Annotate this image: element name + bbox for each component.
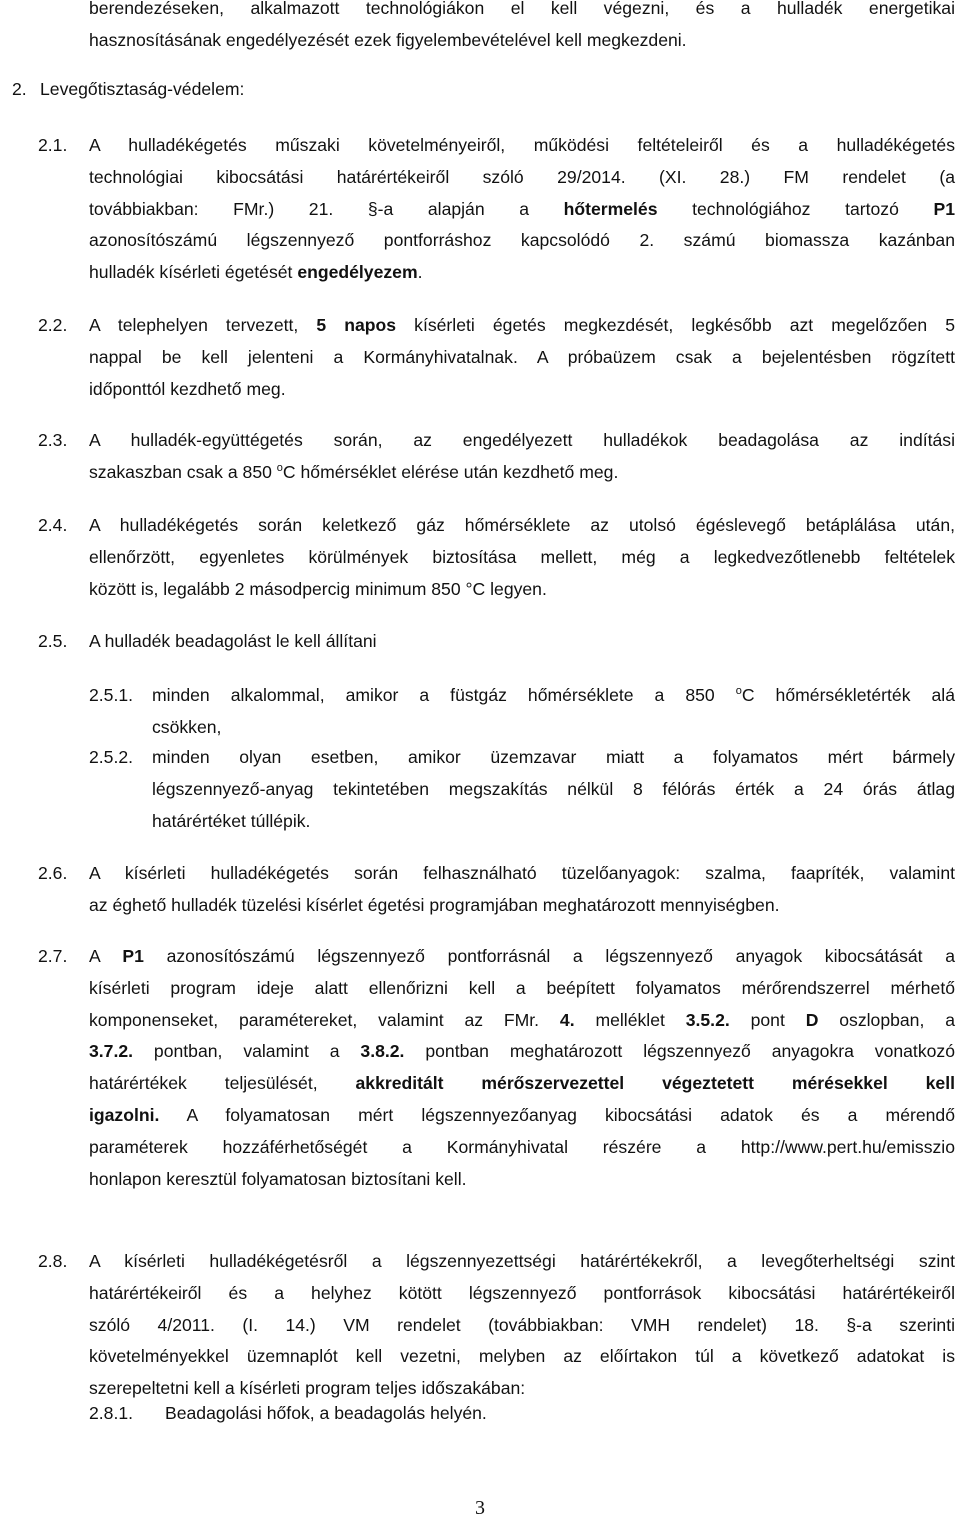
line: 3.7.2. pontban, valamint a 3.8.2. pontban meghatározott légszennyező anyagokra vonatkozó xyxy=(89,1041,955,1062)
line: A kísérleti hulladékégetésről a légszennyezettségi határértékekről, a levegőterheltségi szint xyxy=(89,1251,955,1271)
line: az éghető hulladék tüzelési kísérlet égetési programjában meghatározott mennyiségben. xyxy=(89,894,780,915)
subparagraph-2-8-1: Beadagolási hőfok, a beadagolás helyén. xyxy=(165,1403,487,1423)
line: követelményekkel üzemnaplót kell vezetni, melyben az előírtakon túl a következő adatokat is xyxy=(89,1346,955,1367)
subparagraph-2-5-2 xyxy=(152,742,955,837)
page-number: 3 xyxy=(475,1497,485,1519)
paragraph-number-2-8: 2.8. xyxy=(38,1251,68,1271)
paragraph-2-6 xyxy=(89,858,955,922)
line: kísérleti program ideje alatt ellenőrizni kell a beépített folyamatos mérőrendszerrel mérhető xyxy=(89,977,955,998)
paragraph-2-4 xyxy=(89,510,955,605)
line: időponttól kezdhető meg. xyxy=(89,378,286,399)
line: minden alkalommal, amikor a füstgáz hőmérséklete a 850 $^o$C hőmérsékletérték alá xyxy=(152,685,955,705)
line: A telephelyen tervezett, 5 napos kísérleti égetés megkezdését, legkésőbb azt megelőzően 5 xyxy=(89,315,955,335)
line: azonosítószámú légszennyező pontforráshoz kapcsolódó 2. számú biomassza kazánban xyxy=(89,230,955,251)
bold-term-engedelyezem: engedélyezem xyxy=(297,262,418,283)
line: között is, legalább 2 másodpercig minimum 850 °C legyen. xyxy=(89,578,547,599)
bold-term-p1: P1 xyxy=(933,198,955,219)
line: határértéket túllépik. xyxy=(152,810,311,831)
subparagraph-number-2-5-2: 2.5.2. xyxy=(89,747,134,767)
paragraph-2-5 xyxy=(89,626,955,658)
line: határértékek teljesülését, akkreditált mérőszervezettel végeztetett mérésekkel kell xyxy=(89,1073,955,1094)
line: komponenseket, paramétereket, valamint az FMr. 4. melléklet 3.5.2. pont D oszlopban, a xyxy=(89,1009,955,1030)
line: szerepeltetni kell a kísérleti program teljes időszakában: xyxy=(89,1378,526,1399)
line: csökken, xyxy=(152,716,222,737)
paragraph-number-2-5: 2.5. xyxy=(38,631,68,651)
line: technológiai kibocsátási határértékeiről szóló 29/2014. (XI. 28.) FM rendelet (a xyxy=(89,166,955,187)
degree-superscript: o xyxy=(735,685,742,697)
line: szakaszban csak a 850 $^o$C hőmérséklet elérése után kezdhető meg. xyxy=(89,461,619,482)
line: honlapon keresztül folyamatosan biztosítani kell. xyxy=(89,1168,467,1189)
paragraph-2-7 xyxy=(89,941,955,1195)
degree-superscript: o xyxy=(276,461,283,474)
paragraph-2-2 xyxy=(89,310,955,405)
line: légszennyező-anyag tekintetében megszakítás nélkül 8 félórás érték a 24 órás átlag xyxy=(152,778,955,799)
paragraph-2-1 xyxy=(89,130,955,289)
subparagraph-number-2-5-1: 2.5.1. xyxy=(89,685,134,705)
paragraph-number-2-1: 2.1. xyxy=(38,135,68,155)
paragraph-number-2-3: 2.3. xyxy=(38,430,68,450)
line: A hulladék-együttégetés során, az engedélyezett hulladékok beadagolása az indítási xyxy=(89,430,955,450)
paragraph-number-2-2: 2.2. xyxy=(38,315,68,335)
paragraph-2-3 xyxy=(89,425,955,489)
line: A P1 azonosítószámú légszennyező pontforrásnál a légszennyező anyagok kibocsátását a xyxy=(89,946,955,966)
section-number: 2. xyxy=(12,79,27,99)
line: igazolni. A folyamatosan mért légszennyezőanyag kibocsátási adatok és a mérendő xyxy=(89,1104,955,1125)
line: hulladék kísérleti égetését engedélyezem. xyxy=(89,262,423,283)
line: továbbiakban: FMr.) 21. §-a alapján a hőtermelés technológiához tartozó P1 xyxy=(89,198,955,219)
line: nappal be kell jelenteni a Kormányhivatalnak. A próbaüzem csak a bejelentésben rögzített xyxy=(89,346,955,367)
line: szóló 4/2011. (I. 14.) VM rendelet (továbbiakban: VMH rendelet) 18. §-a szerinti xyxy=(89,1314,955,1335)
paragraph-2-8 xyxy=(89,1246,955,1405)
subparagraph-2-5-1 xyxy=(152,680,955,744)
bold-term-p1: P1 xyxy=(122,946,144,966)
paragraph-number-2-4: 2.4. xyxy=(38,515,68,535)
bold-requirement: akkreditált mérőszervezettel végeztetett mérésekkel kell xyxy=(355,1073,955,1094)
intro-line-2: hasznosításának engedélyezését ezek figyelembevételével kell megkezdeni. xyxy=(89,29,687,50)
bold-term-5-napos: 5 napos xyxy=(316,315,397,335)
line: A hulladékégetés során keletkező gáz hőmérséklete az utolsó égéslevegő betáplálása után, xyxy=(89,515,955,535)
section-title: Levegőtisztaság-védelem: xyxy=(40,79,245,99)
paragraph-number-2-7: 2.7. xyxy=(38,946,68,966)
subparagraph-number-2-8-1: 2.8.1. xyxy=(89,1403,134,1423)
bold-term-hotermeles: hőtermelés xyxy=(563,198,658,219)
paragraph-number-2-6: 2.6. xyxy=(38,863,68,883)
line: ellenőrzött, egyenletes körülmények biztosítása mellett, még a legkedvezőtlenebb feltételek xyxy=(89,546,955,567)
intro-paragraph xyxy=(89,0,955,57)
line: A hulladékégetés műszaki követelményeiről, működési feltételeiről és a hulladékégetés xyxy=(89,135,955,155)
line: paraméterek hozzáférhetőségét a Kormányhivatal részére a http://www.pert.hu/emisszio xyxy=(89,1136,955,1157)
line: minden olyan esetben, amikor üzemzavar miatt a folyamatos mért bármely xyxy=(152,747,955,767)
line: A kísérleti hulladékégetés során felhasználható tüzelőanyagok: szalma, faapríték, valamint xyxy=(89,863,955,883)
intro-line-1: berendezéseken, alkalmazott technológiákon el kell végezni, és a hulladék energetikai xyxy=(89,0,955,18)
line: határértékeiről és a helyhez kötött légszennyező pontforrások kibocsátási határértékeiről xyxy=(89,1282,955,1303)
line: A hulladék beadagolást le kell állítani xyxy=(89,631,377,651)
